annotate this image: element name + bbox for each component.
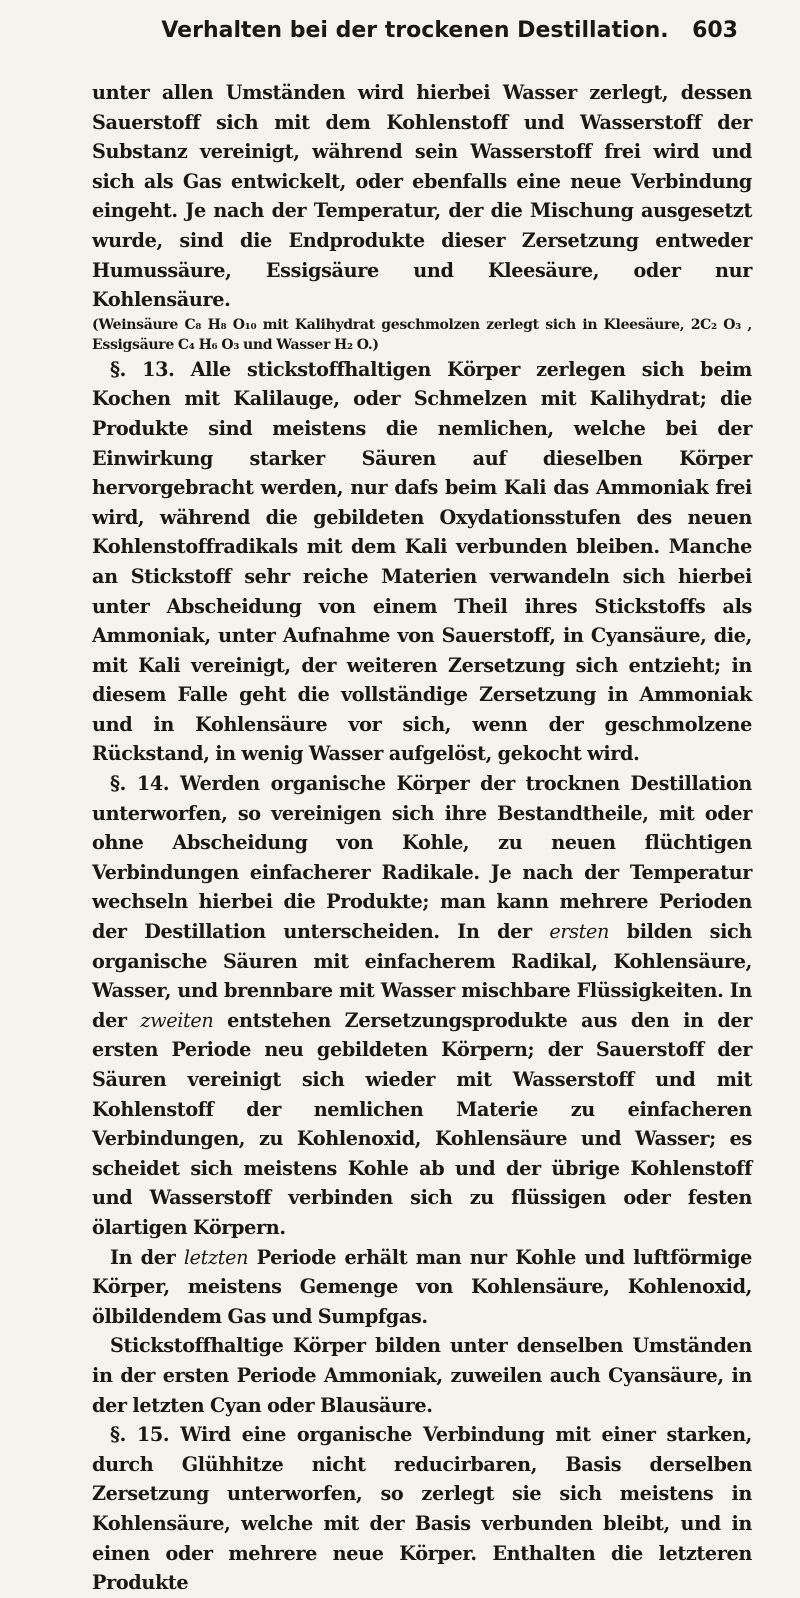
paragraph-text: In der <box>110 1245 176 1269</box>
section-15 <box>92 1420 752 1598</box>
footnote-formula: (Weinsäure C₈ H₈ O₁₀ mit Kalihydrat geschmolzen zerlegt sich in Kleesäure, 2C₂ O₃ , Essigsäure C₄ H₆ O₃ und Wasser H₂ O.) <box>92 316 752 353</box>
section-text: bilden sich organische Säuren mit einfacherem Radikal, Kohlensäure, Wasser, und brennbare mit Wasser mischbare Flüssigkeiten. In der <box>92 920 752 1032</box>
section-mark: §. 14. <box>110 772 170 796</box>
section-14 <box>92 769 752 1243</box>
section-text: entstehen Zersetzungsprodukte aus den in der ersten Periode neu gebildeten Körpern; der Sauerstoff der Säuren vereinigt sich wieder mit Wasserstoff und mit Kohlenstoff der nemlichen Materie zu einfacheren Verbindungen, zu Kohlenoxid, Kohlensäure und Wasser; es scheidet sich meistens Kohle ab und der übrige Kohlenstoff und Wasserstoff verbinden sich zu flüssigen oder festen ölartigen Körpern. <box>92 1008 753 1239</box>
paragraph-text: Periode erhält man nur Kohle und luftförmige Körper, meistens Gemenge von Kohlensäure, Kohlenoxid, ölbildendem Gas und Sumpfgas. <box>92 1245 752 1328</box>
section-text: Wird eine organische Verbindung mit einer starken, durch Glühhitze nicht reducirbaren, Basis derselben Zersetzung unterworfen, so zerlegt sie sich meistens in Kohlensäure, welche mit der Basis verbunden bleibt, und in einen oder mehrere neue Körper. Enthalten die letzteren Produkte <box>92 1423 752 1595</box>
emphasis: zweiten <box>140 1008 214 1032</box>
running-header <box>92 14 738 54</box>
paragraph-last-period <box>92 1243 752 1332</box>
page-number: 603 <box>692 18 738 43</box>
section-text: Alle stickstoffhaltigen Körper zerlegen sich beim Kochen mit Kalilauge, oder Schmelzen mit Kalihydrat; die Produkte sind meistens die nemlichen, welche bei der Einwirkung starker Säuren auf dieselben Körper hervorgebracht werden, nur dafs beim Kali das Ammoniak frei wird, während die gebildeten Oxydationsstufen des neuen Kohlenstoffradikals mit dem Kali verbunden bleiben. Manche an Stickstoff sehr reiche Materien verwandeln sich hierbei unter Abscheidung von einem Theil ihres Stickstoffs als Ammoniak, unter Aufnahme von Sauerstoff, in Cyansäure, die, mit Kali vereinigt, der weiteren Zersetzung sich entzieht; in diesem Falle geht die vollständige Zersetzung in Ammoniak und in Kohlensäure vor sich, wenn der geschmolzene Rückstand, in wenig Wasser aufgelöst, gekocht wird. <box>92 357 752 766</box>
section-text: Werden organische Körper der trocknen Destillation unterworfen, so vereinigen sich ihre Bestandtheile, mit oder ohne Abscheidung von Kohle, zu neuen flüchtigen Verbindungen einfacherer Radikale. Je nach der Temperatur wechseln hierbei die Produkte; man kann mehrere Perioden der Destillation unterscheiden. In der <box>92 772 753 944</box>
running-title: Verhalten bei der trockenen Destillation. <box>161 18 669 43</box>
section-mark: §. 13. <box>110 357 175 381</box>
section-mark: §. 15. <box>110 1423 170 1447</box>
emphasis: letzten <box>183 1245 249 1269</box>
body-text <box>92 78 752 1598</box>
emphasis: ersten <box>549 920 610 944</box>
paragraph-nitrogen: Stickstoffhaltige Körper bilden unter denselben Umständen in der ersten Periode Ammoniak, zuweilen auch Cyansäure, in der letzten Cyan oder Blausäure. <box>92 1334 752 1417</box>
paragraph-continued: unter allen Umständen wird hierbei Wasser zerlegt, dessen Sauerstoff sich mit dem Kohlenstoff und Wasserstoff der Substanz vereinigt, während sein Wasserstoff frei wird und sich als Gas entwickelt, oder ebenfalls eine neue Verbindung eingeht. Je nach der Temperatur, der die Mischung ausgesetzt wurde, sind die Endprodukte dieser Zersetzung entweder Humussäure, Essigsäure und Kleesäure, oder nur Kohlensäure. <box>92 81 752 312</box>
section-13 <box>92 355 752 769</box>
